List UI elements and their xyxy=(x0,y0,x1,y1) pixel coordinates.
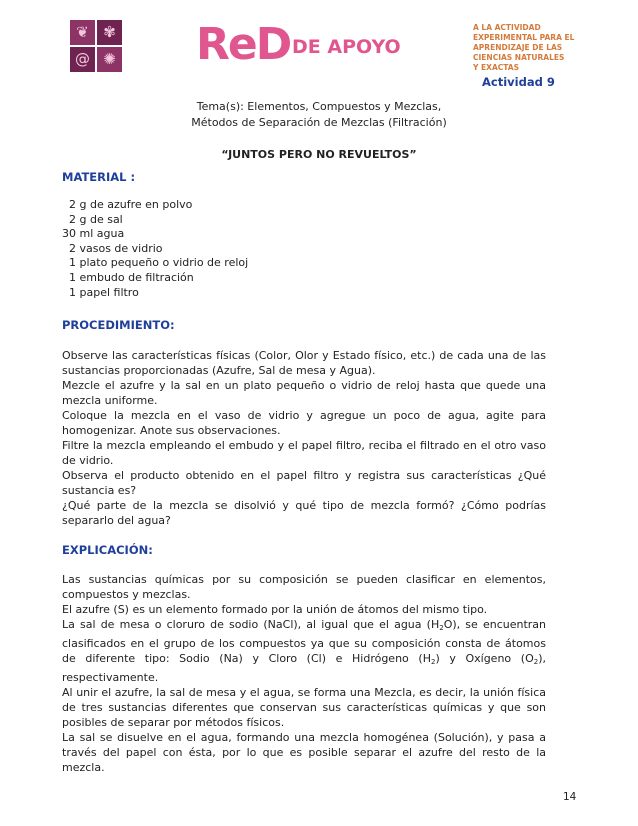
paragraph: La sal se disuelve en el agua, formando una mezcla homogénea (Solución), y pasa a través del papel con ésta, por lo que es posible separar el azufre del resto de la mezcla. xyxy=(62,731,546,774)
explicacion-text xyxy=(62,572,546,775)
list-item: 2 g de sal xyxy=(62,212,123,226)
procedimiento-text xyxy=(62,348,546,528)
topics-line: Tema(s): Elementos, Compuestos y Mezclas, xyxy=(196,100,442,113)
paragraph: Observa el producto obtenido en el papel filtro y registra sus características ¿Qué sustancia es? xyxy=(62,469,546,497)
activity-title: “JUNTOS PERO NO REVUELTOS” xyxy=(221,148,417,161)
logo-tile: ✺ xyxy=(97,47,122,72)
topics xyxy=(0,99,638,131)
explicacion-heading: EXPLICACIÓN: xyxy=(62,543,153,557)
logo-tagline: A LA ACTIVIDAD EXPERIMENTAL PARA EL APRENDIZAJE DE LAS CIENCIAS NATURALES Y EXACTAS xyxy=(473,23,575,72)
logo-red-text: ReD xyxy=(196,19,291,70)
logo-tile: ❦ xyxy=(70,20,95,45)
paragraph: Observe las características físicas (Color, Olor y Estado físico, etc.) de cada una de las sustancias proporcionadas (Azufre, Sal de mesa y Agua). xyxy=(62,349,546,377)
topics-line: Métodos de Separación de Mezclas (Filtración) xyxy=(191,116,447,129)
paragraph: La sal de mesa o cloruro de sodio (NaCl), al igual que el agua $(H_2O)$, se encuentran clasificados en el grupo de los compuestos ya que su composición consta de átomos de diferente tipo: Sodio (Na) y Cloro (Cl) e Hidrógeno $(H_2)$ y Oxígeno $(O_2)$, respectivamente. xyxy=(62,618,546,684)
paragraph: Las sustancias químicas por su composición se pueden clasificar en elementos, compuestos y mezclas. xyxy=(62,573,546,601)
logo-apoyo-text: DE APOYO xyxy=(292,36,401,58)
logo-tile: ✾ xyxy=(97,20,122,45)
material-heading: MATERIAL : xyxy=(62,170,136,184)
activity-number: Actividad 9 xyxy=(482,75,555,89)
paragraph: Al unir el azufre, la sal de mesa y el agua, se forma una Mezcla, es decir, la unión física de tres sustancias diferentes que conservan sus características químicas y que son posibles de separar por métodos físicos. xyxy=(62,686,546,729)
logo-tiles xyxy=(70,20,122,72)
logo-tile: @ xyxy=(70,47,95,72)
paragraph: Filtre la mezcla empleando el embudo y el papel filtro, reciba el filtrado en el otro vaso de vidrio. xyxy=(62,439,546,467)
procedimiento-heading: PROCEDIMIENTO: xyxy=(62,318,175,332)
list-item: 1 embudo de filtración xyxy=(62,270,194,284)
paragraph: Mezcle el azufre y la sal en un plato pequeño o vidrio de reloj hasta que quede una mezcla uniforme. xyxy=(62,379,546,407)
list-item: 30 ml agua xyxy=(62,227,125,241)
list-item: 2 g de azufre en polvo xyxy=(62,198,193,211)
paragraph: ¿Qué parte de la mezcla se disolvió y qué tipo de mezcla formó? ¿Cómo podrías separarlo del agua? xyxy=(62,499,546,527)
page-number: 14 xyxy=(563,791,577,803)
material-list xyxy=(62,198,248,300)
list-item: 1 plato pequeño o vidrio de reloj xyxy=(62,256,249,270)
paragraph: Coloque la mezcla en el vaso de vidrio y agregue un poco de agua, agite para homogenizar. Anote sus observaciones. xyxy=(62,409,546,437)
paragraph: El azufre (S) es un elemento formado por la unión de átomos del mismo tipo. xyxy=(62,603,488,616)
page-header xyxy=(0,0,638,95)
list-item: 2 vasos de vidrio xyxy=(62,241,163,255)
list-item: 1 papel filtro xyxy=(62,285,139,299)
